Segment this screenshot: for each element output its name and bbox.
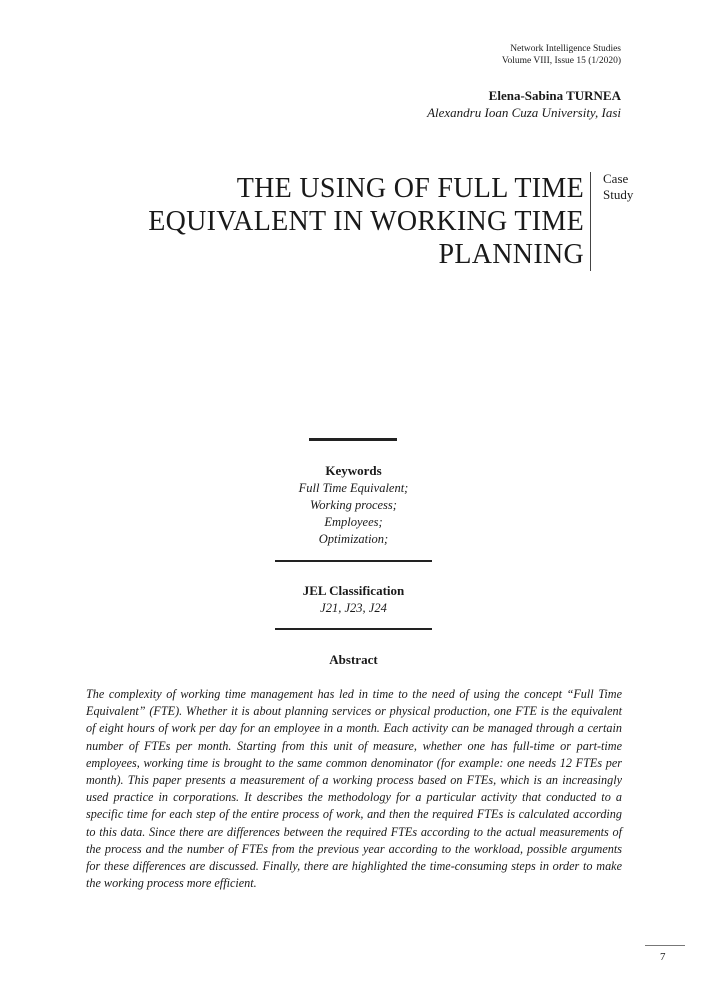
keywords-divider <box>275 560 432 562</box>
journal-header <box>502 43 621 67</box>
page-number: 7 <box>660 951 666 963</box>
author-block <box>427 88 621 122</box>
journal-issue: Volume VIII, Issue 15 (1/2020) <box>501 56 621 66</box>
jel-codes: J21, J23, J24 <box>320 601 387 615</box>
keyword-item: Employees; <box>324 515 383 529</box>
author-name: Elena-Sabina TURNEA <box>488 88 621 103</box>
title-divider <box>309 438 397 441</box>
keywords-section <box>0 462 707 548</box>
keywords-heading: Keywords <box>325 463 382 478</box>
abstract-heading: Abstract <box>329 652 378 667</box>
abstract-heading-block <box>0 651 707 669</box>
title-block <box>114 172 591 271</box>
abstract-text: The complexity of working time management has led in time to the need of using the concept “Full Time Equivalent” (FTE). Whether it is about planning services or physical production, one FTE is the equivalent of eight hours of work per day for an employee in a month. Each activity can be managed through a certain number of FTEs per month. Starting from this unit of measure, whether one has full-time or part-time employees, working time is brought to the same common denominator (for example: one needs 12 FTEs per month). This paper presents a measurement of a working process based on FTEs, which is an increasingly used practice in corporations. It describes the methodology for a particular activity that conducted to a specific time for each step of the entire process of work, and then the required FTEs is calculated according to this data. Since there are differences between the required FTEs according to the actual measurements of the process and the number of FTEs from the previous year according to the workload, possible arguments for these differences are discussed. Finally, there are highlighted the time-consuming steps in order to make the working process more efficient. <box>86 687 622 891</box>
journal-name: Network Intelligence Studies <box>510 44 621 54</box>
jel-section <box>0 582 707 617</box>
keyword-item: Working process; <box>310 498 397 512</box>
title-line: EQUIVALENT IN WORKING TIME <box>148 206 584 237</box>
doc-type-line: Case <box>603 171 629 186</box>
title-line: THE USING OF FULL TIME <box>236 173 584 204</box>
doc-type-line: Study <box>603 187 634 202</box>
jel-divider <box>275 628 432 630</box>
author-affiliation: Alexandru Ioan Cuza University, Iasi <box>427 105 621 120</box>
paper-title <box>114 172 584 271</box>
document-type <box>603 171 633 203</box>
footer-rule <box>645 945 685 946</box>
keyword-item: Optimization; <box>318 532 389 546</box>
jel-heading: JEL Classification <box>302 583 405 598</box>
title-line: PLANNING <box>438 239 584 270</box>
keyword-item: Full Time Equivalent; <box>298 481 409 495</box>
